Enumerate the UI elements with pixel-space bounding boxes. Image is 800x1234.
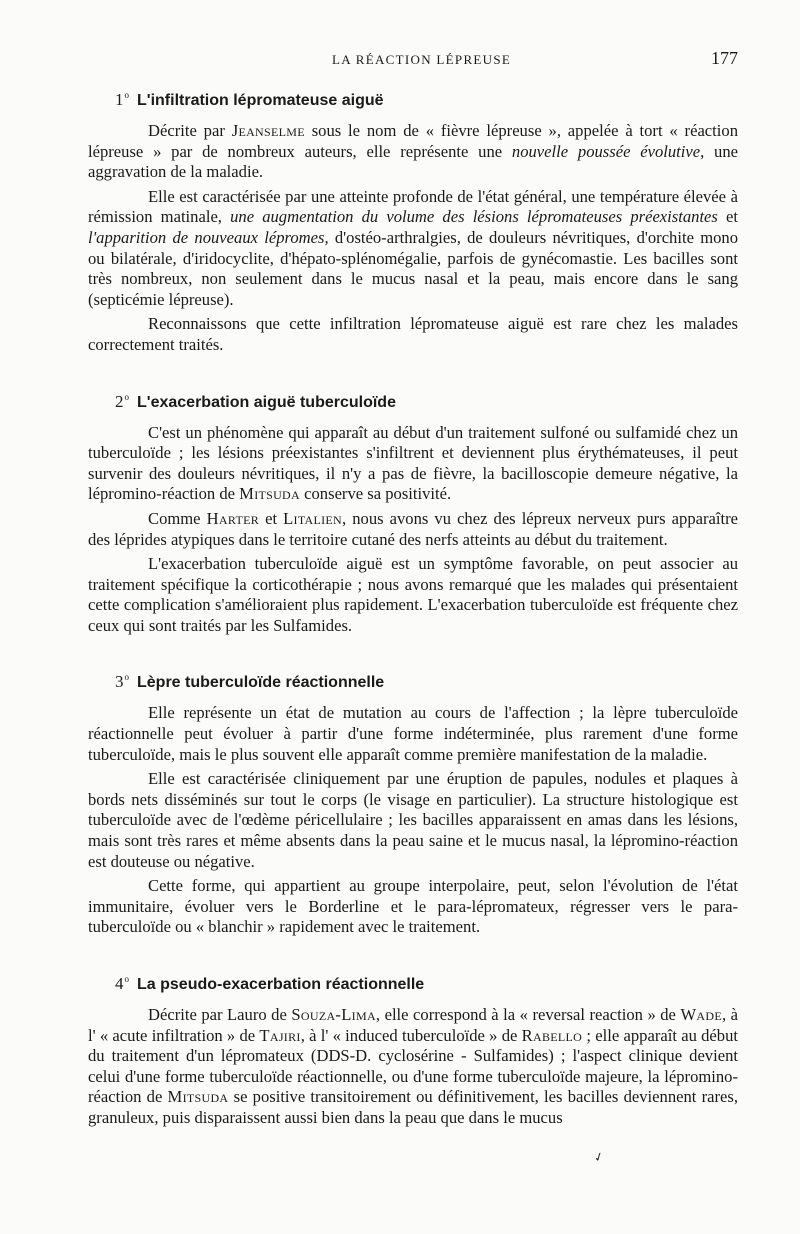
paragraph: C'est un phénomène qui apparaît au début d'un traitement sulfoné ou sulfamidé chez un tuberculoïde ; les lésions préexistantes s'infiltrent et deviennent plus érythémateuses, il peut survenir des douleurs névritiques, il n'y a pas de fièvre, la bacilloscopie demeure négative, la lépromino-réaction de Mitsuda conserve sa positivité.	[88, 422, 738, 504]
paragraph: Reconnaissons que cette infiltration lépromateuse aiguë est rare chez les malades correctement traités.	[88, 314, 738, 354]
section-heading	[115, 666, 738, 694]
author-name: Tajiri	[259, 1025, 301, 1045]
author-name: Harter	[206, 508, 260, 528]
section-4	[88, 968, 738, 1129]
author-name: Jeanselme	[231, 121, 305, 140]
running-title: LA RÉACTION LÉPREUSE	[332, 52, 512, 67]
page-body	[88, 84, 738, 1133]
paragraph: Décrite par Lauro de Souza-Lima, elle correspond à la « reversal reaction » de Wade, à l' « acute infiltration » de Tajiri, à l' « induced tuberculoïde » de Rabello ; elle apparaît au début du traitement d'un lépromateux (DDS-D. cyclosérine - Sulfamides) ; l'aspect clinique devient celui d'une forme tuberculoïde réactionnelle, ou d'une forme tuberculoïde majeure, la lépromino-réaction de Mitsuda se positive transitoirement ou définitivement, les bacilles deviennent rares, granuleux, puis disparaissent aussi bien dans la peau que dans le mucus	[88, 1005, 739, 1127]
italic-text: l'apparition de nouveaux lépromes,	[88, 227, 329, 247]
section-2	[88, 386, 738, 637]
section-1	[88, 84, 738, 356]
author-name: Souza-Lima	[291, 1005, 376, 1024]
page-header	[88, 50, 738, 74]
page-number: 177	[711, 48, 738, 68]
section-number: 1$^o$	[115, 90, 129, 109]
section-number: 2$^o$	[115, 391, 129, 411]
author-name: Mitsuda	[239, 484, 300, 504]
paragraph: L'exacerbation tuberculoïde aiguë est un symptôme favorable, on peut associer au traitement spécifique la corticothérapie ; nous avons remarqué que les malades qui présentaient cette complication s'amélioraient plus rapidement. L'exacerbation tuberculoïde est fréquente chez ceux qui sont traités par les Sulfamides.	[88, 554, 738, 635]
section-heading	[115, 84, 738, 112]
author-name: Mitsuda	[167, 1087, 229, 1107]
section-number: 4$^o$	[115, 974, 129, 993]
author-name: Rabello	[521, 1025, 583, 1045]
section-title: La pseudo-exacerbation réactionnelle	[137, 976, 425, 993]
section-heading	[115, 968, 738, 996]
paragraph: Elle représente un état de mutation au cours de l'affection ; la lèpre tuberculoïde réactionnelle peut évoluer à partir d'une forme indéterminée, plus rarement d'une forme tuberculoïde, mais le plus souvent elle apparaît comme première manifestation de la maladie.	[88, 703, 738, 764]
paragraph: Cette forme, qui appartient au groupe interpolaire, peut, selon l'évolution de l'état immunitaire, évoluer vers le Borderline et le para-lépromateux, régresser vers le para-tuberculoïde ou « blanchir » rapidement avec le traitement.	[88, 876, 738, 937]
paragraph: Elle est caractérisée cliniquement par une éruption de papules, nodules et plaques à bords nets disséminés sur tout le corps (le visage en particulier). La structure histologique est tuberculoïde avec de l'œdème péricellulaire ; les bacilles apparaissent en amas dans les lésions, mais sont très rares et même absents dans la peau saine et le mucus nasal, la lépromino-réaction est douteuse ou négative.	[88, 769, 738, 871]
section-number: 3$^o$	[115, 672, 129, 692]
section-title: Lèpre tuberculoïde réactionnelle	[137, 674, 385, 692]
section-title: L'exacerbation aiguë tuberculoïde	[137, 393, 396, 411]
paragraph: Comme Harter et Litalien, nous avons vu chez des lépreux nerveux purs apparaître des léprides atypiques dans le territoire cutané des nerfs atteints au début du traitement.	[88, 508, 738, 549]
author-name: Wade	[680, 1005, 722, 1024]
section-3	[88, 666, 738, 938]
paragraph: Elle est caractérisée par une atteinte profonde de l'état général, une température élevée à rémission matinale, une augmentation du volume des lésions lépromateuses préexistantes et l'apparition de nouveaux lépromes, d'ostéo-arthralgies, de douleurs névritiques, d'orchite mono ou bilatérale, d'iridocyclite, d'hépato-splénomégalie, parfois de gynécomastie. Les bacilles sont très nombreux, non seulement dans le mucus nasal et la peau, mais encore dans le sang (septicémie lépreuse).	[88, 186, 739, 309]
italic-text: nouvelle poussée évolutive,	[511, 141, 705, 161]
italic-text: une augmentation du volume des lésions lépromateuses préexistantes	[230, 207, 718, 227]
author-name: Litalien	[283, 508, 343, 528]
section-title: L'infiltration lépromateuse aiguë	[137, 92, 384, 109]
ink-mark: ✓	[591, 1148, 606, 1166]
section-heading	[115, 386, 738, 414]
paragraph: Décrite par Jeanselme sous le nom de « fièvre lépreuse », appelée à tort « réaction lépreuse » par de nombreux auteurs, elle représente une nouvelle poussée évolutive, une aggravation de la maladie.	[88, 121, 738, 182]
